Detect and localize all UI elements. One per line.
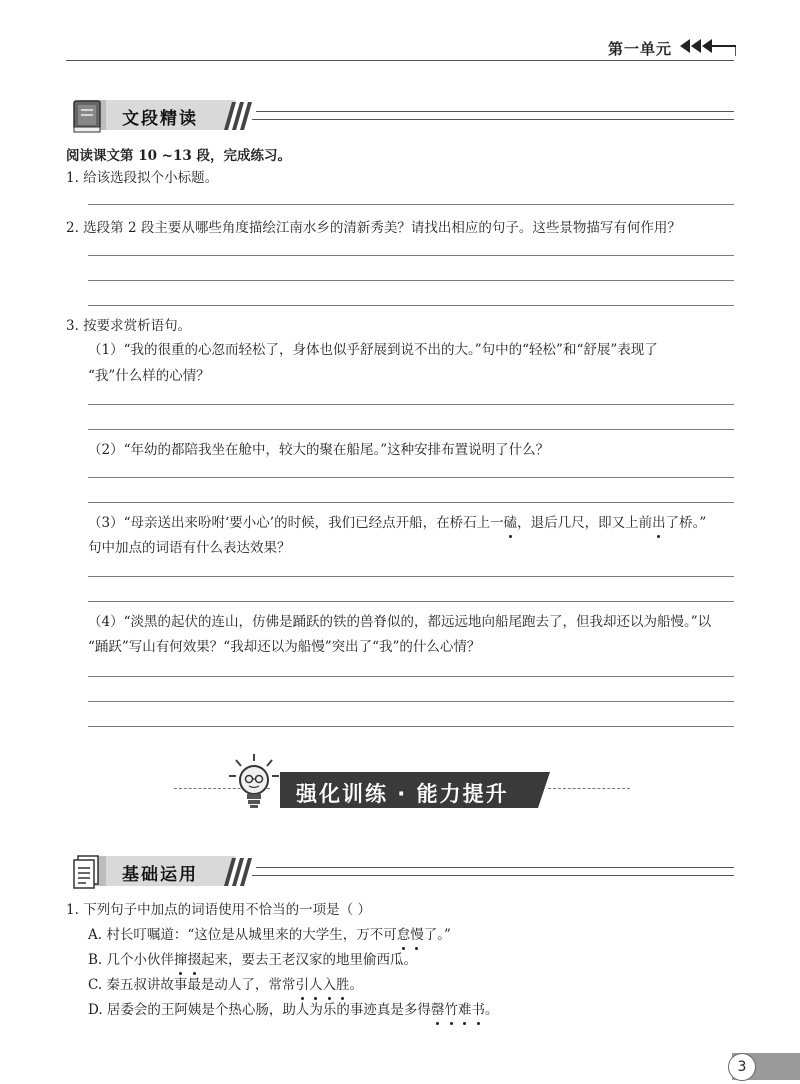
text-segment: 了。”	[423, 927, 451, 943]
instruction-text: 阅读课文第 10 ~13 段，完成练习。	[66, 148, 291, 164]
emphasis-char: 竹	[444, 1002, 458, 1018]
answer-line	[88, 676, 734, 677]
emphasis-char: 入	[322, 977, 336, 993]
emphasis-char: 人	[308, 977, 323, 993]
answer-line	[88, 701, 734, 702]
page-number: 3	[728, 1053, 756, 1081]
text-segment: A. 村长叮嘱道：“这位是从城里来的大学生，万不可	[88, 927, 397, 943]
text-segment: 起来，要去王老汉家的地里偷西瓜。	[201, 952, 418, 968]
question-3-4-line2: “踊跃”写山有何效果？“我却还以为船慢”突出了“我”的什么心情？	[88, 639, 481, 655]
answer-line	[88, 726, 734, 727]
emphasis-char: 撺	[174, 952, 188, 968]
emphasis-char: 磕	[503, 515, 518, 531]
emphasis-char: 书	[471, 1002, 485, 1018]
text-segment: C. 秦五叔讲故事最是动人了，常常	[88, 977, 296, 993]
text-segment: D. 居委会的王阿姨是个热心肠，助人为乐的事迹真是多得	[88, 1002, 431, 1018]
answer-line	[88, 404, 734, 405]
answer-line	[88, 502, 734, 503]
answer-line	[88, 280, 734, 281]
text-segment: B. 几个小伙伴	[88, 952, 175, 968]
option-c	[88, 975, 363, 995]
section-title-reading: 文段精读	[122, 109, 198, 129]
question-3: 3. 按要求赏析语句。	[66, 318, 192, 334]
emphasis-char: 胜	[335, 977, 350, 993]
question-2: 2. 选段第 2 段主要从哪些角度描绘江南水乡的清新秀美？请找出相应的句子。这些景物描写有何作用？	[66, 220, 681, 236]
text-segment: 。	[484, 1002, 499, 1018]
banner-rule-bottom	[252, 119, 734, 120]
unit-title: 第一单元	[607, 40, 672, 58]
emphasis-char: 难	[457, 1002, 472, 1018]
question-1: 1. 给该选段拟个小标题。	[66, 170, 219, 186]
text-segment: 了桥。”	[665, 515, 707, 531]
emphasis-char: 慢	[410, 927, 424, 943]
emphasis-char: 出	[652, 515, 666, 531]
banner-rule-top	[256, 111, 734, 112]
divider-dash-right	[548, 788, 630, 789]
section-title-basic: 基础运用	[122, 865, 198, 885]
option-b	[88, 950, 417, 970]
section-banner-basic	[66, 852, 734, 892]
answer-line	[88, 255, 734, 256]
banner-rule-top	[256, 867, 734, 868]
emphasis-char: 罄	[430, 1002, 445, 1018]
emphasis-char: 怠	[396, 927, 411, 943]
answer-line	[88, 477, 734, 478]
emphasis-char: 掇	[187, 952, 202, 968]
strengthen-title: 强化训练 · 能力提升	[296, 782, 509, 806]
header-rule	[66, 60, 734, 61]
question-3-1-line2: “我”什么样的心情？	[88, 368, 210, 384]
text-segment: 。	[349, 977, 363, 993]
slash-stripes-icon	[216, 102, 256, 130]
slash-stripes-icon	[216, 858, 256, 886]
question-3-1-line1: （1）“我的很重的心忽而轻松了，身体也似乎舒展到说不出的大。”句中的“轻松”和“舒展”表现了	[88, 342, 658, 358]
answer-line	[88, 576, 734, 577]
answer-line	[88, 204, 734, 205]
question-3-2: （2）“年幼的都陪我坐在舱中，较大的聚在船尾。”这种安排布置说明了什么？	[88, 442, 550, 458]
text-segment: ，退后几尺，即又上前	[517, 515, 653, 531]
answer-line	[88, 601, 734, 602]
basic-question-1: 1. 下列句子中加点的词语使用不恰当的一项是（ ）	[66, 902, 371, 918]
book-icon	[68, 96, 108, 136]
option-a	[88, 925, 451, 945]
section-banner-reading	[66, 96, 734, 136]
document-icon	[68, 852, 108, 892]
banner-rule-bottom	[252, 875, 734, 876]
answer-line	[88, 429, 734, 430]
option-d	[88, 1000, 498, 1020]
text-segment: （3）“母亲送出来吩咐‘要小心’的时候，我们已经点开船，在桥石上一	[88, 515, 504, 531]
answer-line	[88, 305, 734, 306]
question-3-3-line2: 句中加点的词语有什么表达效果？	[88, 540, 291, 556]
triple-arrow-left-icon	[680, 36, 736, 56]
question-3-4-line1: （4）“淡黑的起伏的连山，仿佛是踊跃的铁的兽脊似的，都远远地向船尾跑去了，但我却还以为船慢。”以	[88, 614, 712, 630]
emphasis-char: 引	[295, 977, 309, 993]
question-3-3-line1	[88, 513, 706, 533]
